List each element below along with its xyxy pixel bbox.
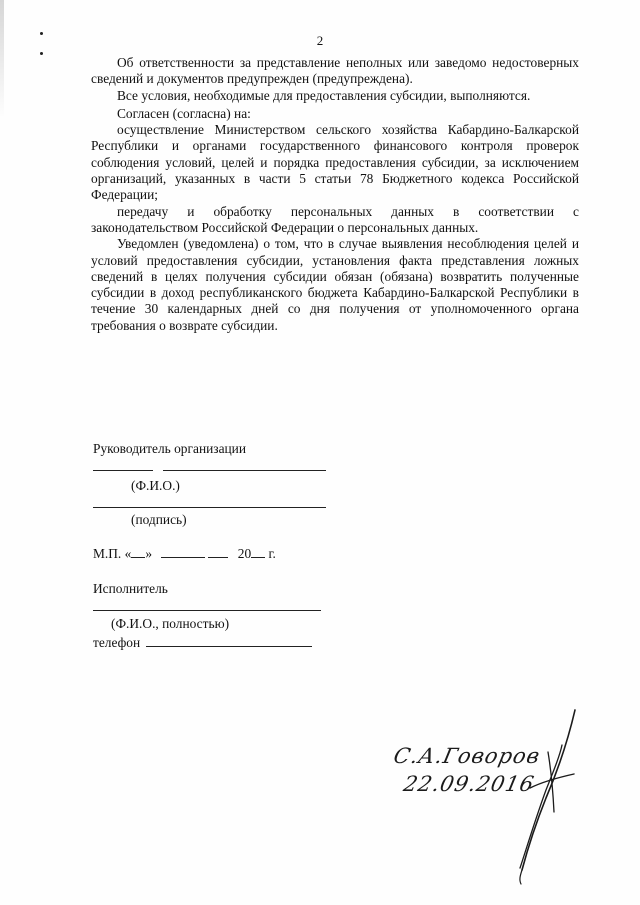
month-blank-part2 [208,545,228,558]
scan-edge-shadow [0,0,4,120]
month-blank-part1 [161,545,205,558]
handwritten-signature [370,700,590,890]
handwritten-name: С.А.Говоров [391,744,543,768]
handwritten-date: 22.09.2016 [401,772,537,796]
paragraph-notification: Уведомлен (уведомлена) о том, что в случае выявления несоблюдения целей и условий предоставления субсидии, установления факта представления ложных сведений в целях получения субсидии обязан (обязана) возвратить полученные субсидии в доход республиканского бюджета Кабардино-Балкарской Республики в течение 30 календарных дней со дня получения от уполномоченного органа требования о возврате субсидии. [91,236,579,333]
paragraph-conditions: Все условия, необходимые для предоставления субсидии, выполняются. [117,87,531,103]
page-number: 2 [316,33,324,48]
stamp-quote-close: » [145,546,153,561]
head-fio-line [163,470,326,471]
paragraph-consent-heading: Согласен (согласна) на: [117,105,251,121]
head-short-line [93,470,153,471]
year-prefix: 20 [237,546,252,561]
body-text [91,55,579,334]
phone-blank [146,634,312,647]
executor-fio-line [93,610,321,611]
signature-stroke-icon [370,700,590,890]
executor-title: Исполнитель [93,581,168,596]
executor-fio-label: (Ф.И.О., полностью) [111,616,230,631]
phone-row [93,634,312,651]
year-blank [251,545,265,558]
head-signature-label: (подпись) [131,512,187,527]
year-suffix: г. [265,546,276,561]
head-title: Руководитель организации [93,441,247,456]
head-fio-label: (Ф.И.О.) [131,478,180,493]
stamp-date-line [93,545,276,562]
scan-speck [40,52,43,55]
phone-label: телефон [93,635,141,650]
paragraph-inspection-consent: осуществление Министерством сельского хозяйства Кабардино-Балкарской Республики и органами государственного финансового контроля проверок соблюдения условий, целей и порядка предоставления субсидии, за исключением организаций, указанных в части 5 статьи 78 Бюджетного кодекса Российской Федерации; [91,122,579,203]
head-signature-line [93,507,326,508]
day-blank [131,545,145,558]
paragraph-personal-data-consent: передачу и обработку персональных данных в соответствии с законодательством Российской Федерации о персональных данных. [91,203,579,235]
stamp-prefix: М.П. « [93,546,132,561]
paragraph-responsibility: Об ответственности за представление неполных или заведомо недостоверных сведений и документов предупрежден (предупреждена). [91,55,579,87]
